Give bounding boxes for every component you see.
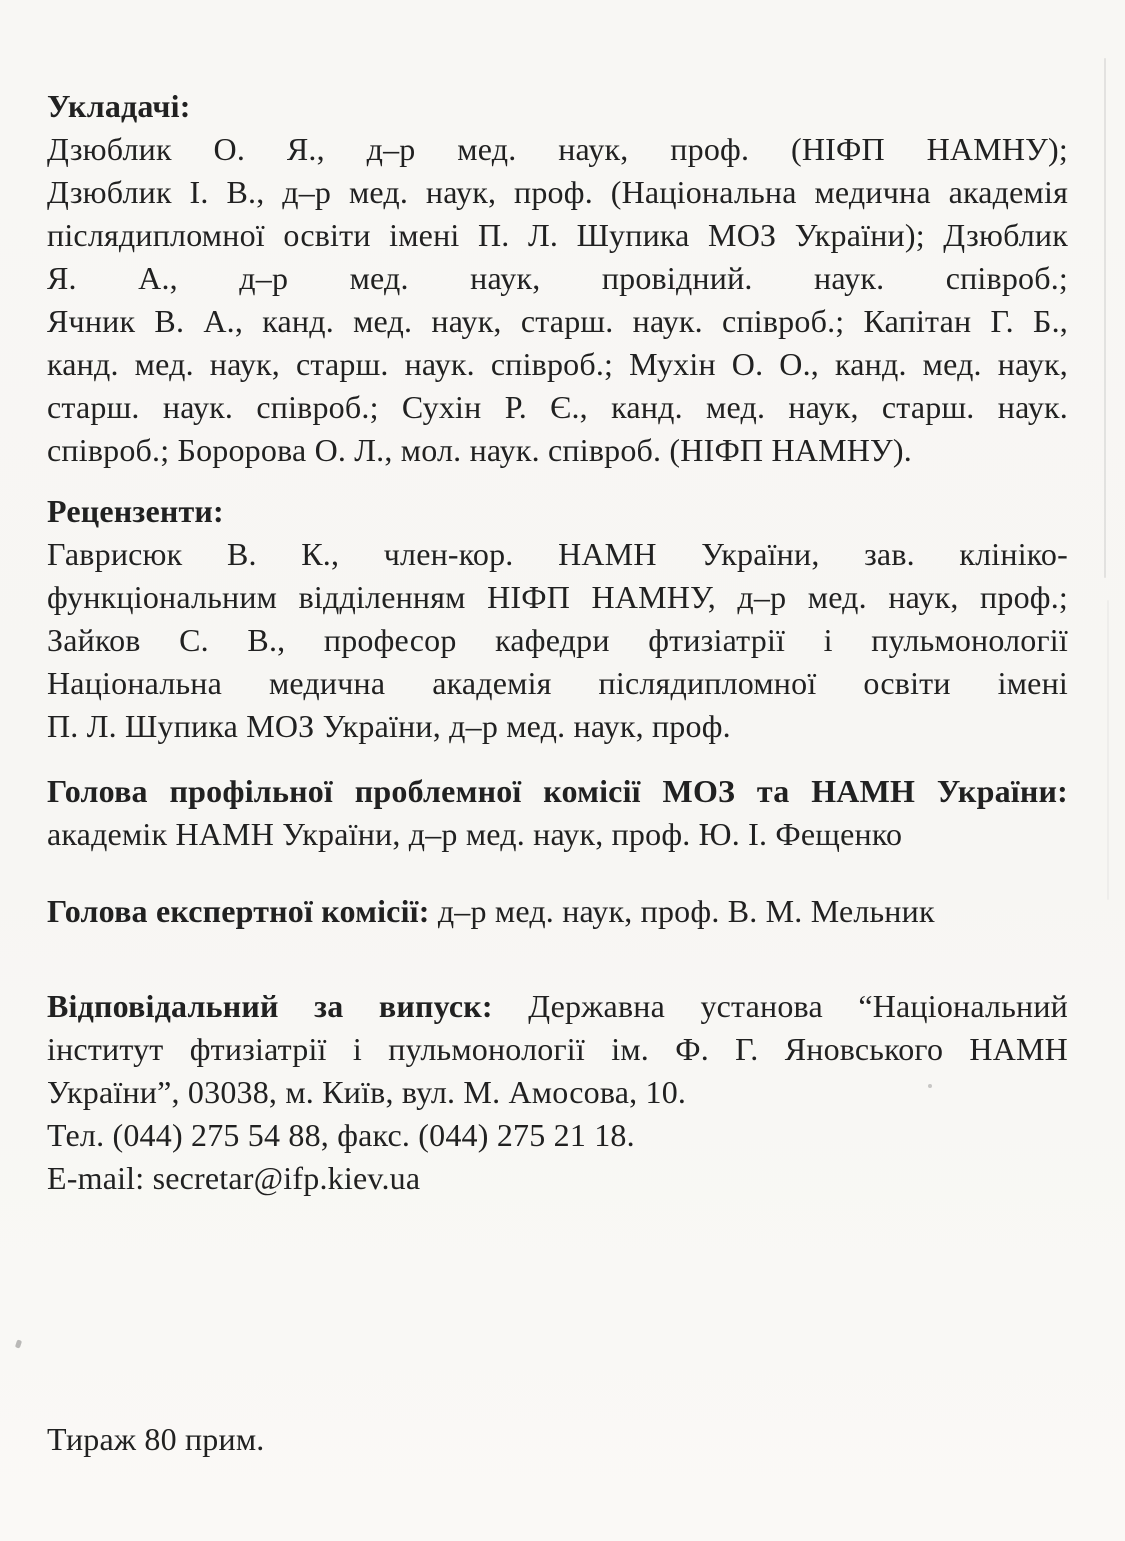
compilers-line: Ячник В. А., канд. мед. наук, старш. наук. співроб.; Капітан Г. Б., <box>47 303 1068 339</box>
reviewers-line: Зайков С. В., професор кафедри фтизіатрії і пульмонології <box>47 622 1068 658</box>
compilers-line: післядипломної освіти імені П. Л. Шупика МОЗ України); Дзюблик <box>47 217 1068 253</box>
expert-commission-text: д–р мед. наук, проф. В. М. Мельник <box>437 893 935 929</box>
scan-paper-edge-artifact <box>1104 58 1106 578</box>
scan-speck <box>15 1339 22 1348</box>
section-responsible <box>47 985 1068 1200</box>
reviewers-line-last: П. Л. Шупика МОЗ України, д–р мед. наук, проф. <box>47 708 731 744</box>
reviewers-heading: Рецензенти: <box>47 493 224 529</box>
section-expert-commission <box>47 890 1068 933</box>
expert-commission-heading: Голова експертної комісії: <box>47 893 430 929</box>
compilers-line: Я. А., д–р мед. наук, провідний. наук. співроб.; <box>47 260 1068 296</box>
reviewers-line: функціональним відділенням НІФП НАМНУ, д–р мед. наук, проф.; <box>47 579 1068 615</box>
compilers-heading: Укладачі: <box>47 88 191 124</box>
compilers-line: старш. наук. співроб.; Сухін Р. Є., канд. мед. наук, старш. наук. <box>47 389 1068 425</box>
reviewers-line: Національна медична академія післядипломної освіти імені <box>47 665 1068 701</box>
compilers-line: канд. мед. наук, старш. наук. співроб.; Мухін О. О., канд. мед. наук, <box>47 346 1068 382</box>
profile-commission-heading-text: Голова профільної проблемної комісії МОЗ та НАМН України: <box>47 773 1068 809</box>
expert-commission-line <box>47 890 1068 933</box>
responsible-line <box>47 985 1068 1028</box>
scan-paper-edge-artifact <box>1107 600 1109 900</box>
responsible-heading-rest: Державна установа “Національний <box>528 988 1068 1024</box>
section-compilers <box>47 85 1068 472</box>
phone-fax-line: Тел. (044) 275 54 88, факс. (044) 275 21 18. <box>47 1117 635 1153</box>
scanned-page <box>47 85 1068 1461</box>
compilers-line-last: співроб.; Боророва О. Л., мол. наук. співроб. (НІФП НАМНУ). <box>47 432 912 468</box>
section-reviewers <box>47 490 1068 748</box>
profile-commission-line: академік НАМН України, д–р мед. наук, проф. Ю. І. Фещенко <box>47 816 903 852</box>
section-profile-commission <box>47 770 1068 856</box>
responsible-line: інститут фтизіатрії і пульмонології ім. Ф. Г. Яновського НАМН <box>47 1031 1068 1067</box>
compilers-line: Дзюблик О. Я., д–р мед. наук, проф. (НІФП НАМНУ); <box>47 131 1068 167</box>
reviewers-line: Гаврисюк В. К., член-кор. НАМН України, зав. клініко- <box>47 536 1068 572</box>
compilers-line: Дзюблик І. В., д–р мед. наук, проф. (Національна медична академія <box>47 174 1068 210</box>
email-line: E-mail: secretar@ifp.kiev.ua <box>47 1160 421 1196</box>
profile-commission-heading <box>47 770 1068 813</box>
responsible-line: України”, 03038, м. Київ, вул. М. Амосова, 10. <box>47 1074 687 1110</box>
responsible-heading: Відповідальний за випуск: <box>47 988 493 1024</box>
print-run: Тираж 80 прим. <box>47 1421 265 1457</box>
